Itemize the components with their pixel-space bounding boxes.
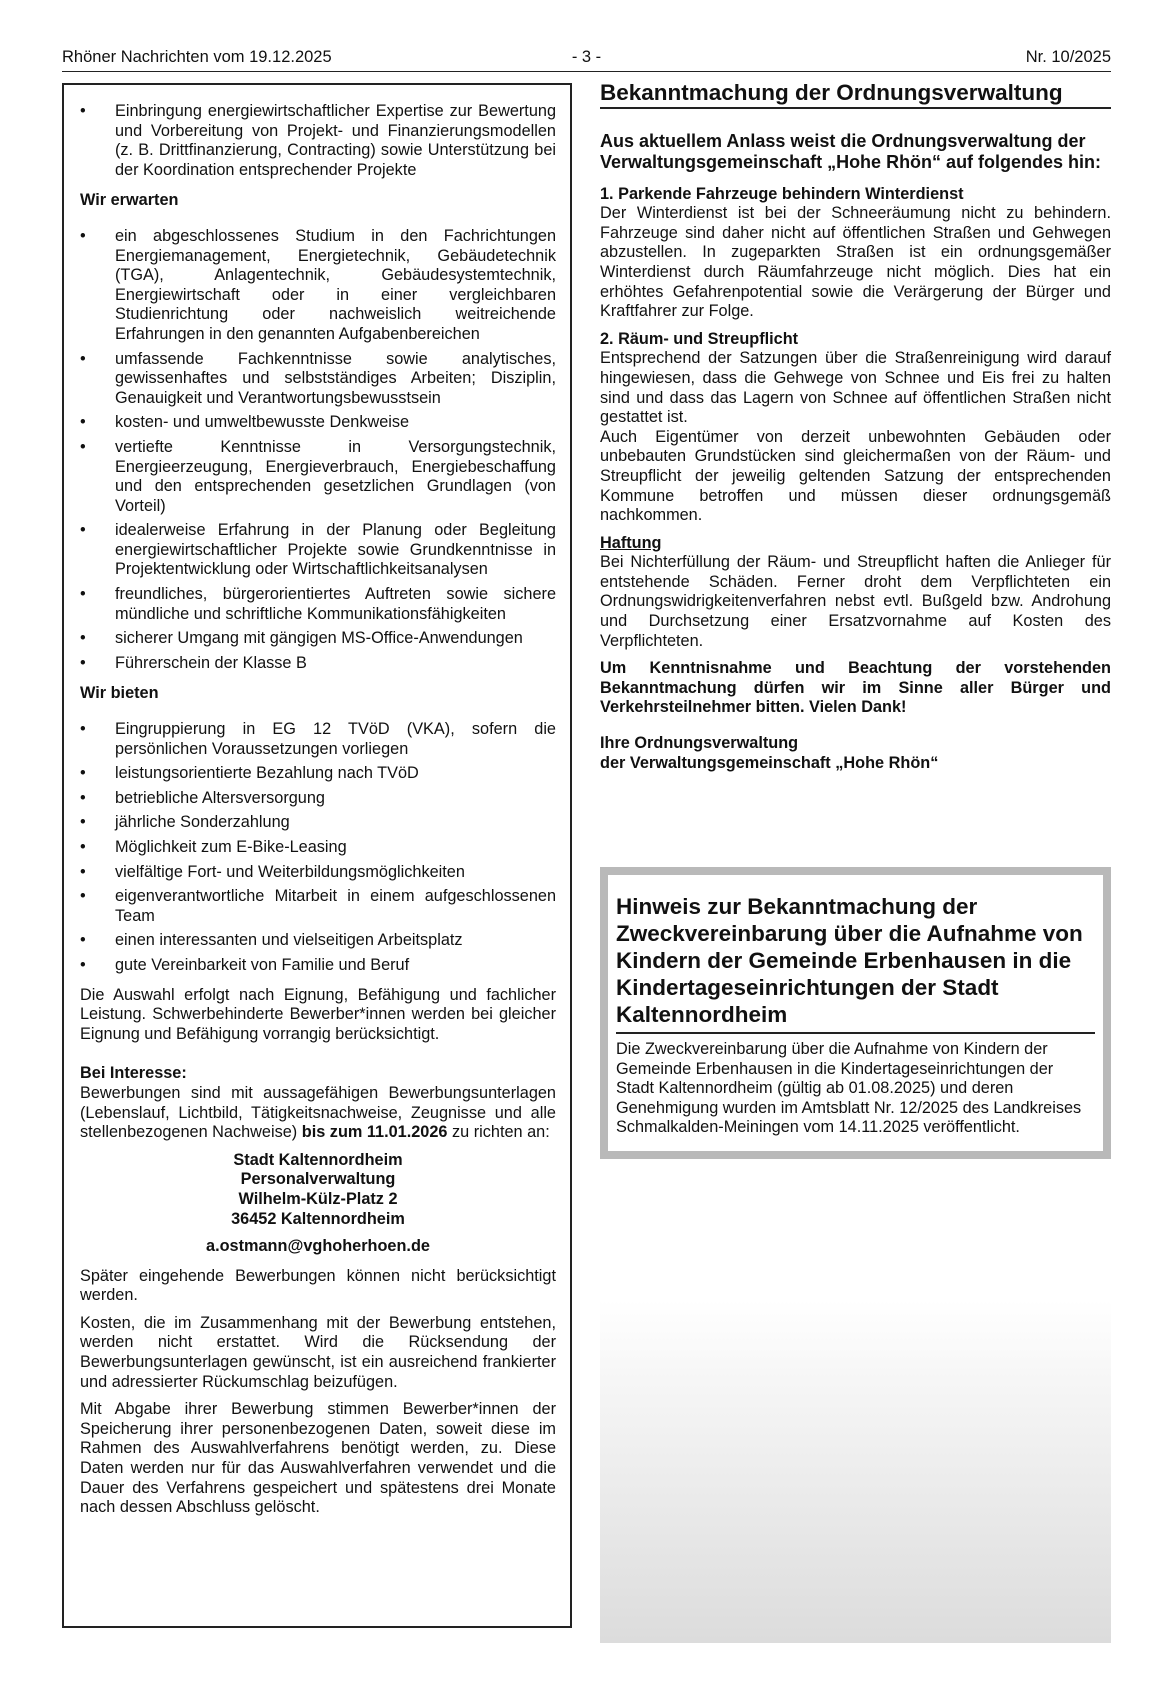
address-line: 36452 Kaltennordheim bbox=[231, 1209, 405, 1228]
bullet-icon: • bbox=[80, 862, 86, 881]
job-ad-box bbox=[62, 83, 572, 1628]
bullet-icon: • bbox=[80, 813, 86, 832]
publication-title: Rhöner Nachrichten vom 19.12.2025 bbox=[62, 48, 332, 66]
list-item: • betriebliche Altersversorgung bbox=[80, 788, 325, 807]
interest-section bbox=[80, 1064, 556, 1142]
section2-text: Entsprechend der Satzungen über die Straßenreinigung wird darauf hingewiesen, dass die Gehwege von Schnee und Eis frei zu halten sind und dass das Lagern von Schnee auf öffentlichen Straßen nicht gestattet ist. bbox=[600, 349, 1111, 427]
list-item: • idealerweise Erfahrung in der Planung oder Begleitung energiewirtschaftlicher Projekte sowie Grundkenntnisse in Projektentwicklung oder Wirtschaftlichkeitsanalysen bbox=[80, 521, 556, 579]
application-deadline: bis zum 11.01.2026 bbox=[301, 1123, 448, 1142]
closing-paragraph: Um Kenntnisnahme und Beachtung der vorstehenden Bekanntmachung dürfen wir im Sinne aller Bürger und Verkehrsteilnehmer bitten. Vielen Dank! bbox=[600, 659, 1111, 717]
list-item: • vertiefte Kenntnisse in Versorgungstechnik, Energieerzeugung, Energieverbrauch, Energiebeschaffung und den entsprechenden gesetzlichen Grundlagen (von Vorteil) bbox=[80, 437, 556, 515]
list-item: • ein abgeschlossenes Studium in den Fachrichtungen Energiemanagement, Energietechnik, Gebäudetechnik (TGA), Anlagentechnik, Gebäudesystemtechnik, Energiewirtschaft oder in einer vergleichbaren Studienrichtung oder nachweislich weitreichende Erfahrungen in den genannten Aufgabenbereichen bbox=[80, 226, 556, 343]
kindergarten-notice-box bbox=[600, 867, 1111, 1159]
bullet-icon: • bbox=[80, 437, 86, 456]
issue-number: Nr. 10/2025 bbox=[1025, 48, 1111, 66]
list-item: • sicherer Umgang mit gängigen MS-Office-Anwendungen bbox=[80, 629, 523, 648]
bullet-icon: • bbox=[80, 349, 86, 368]
bullet-icon: • bbox=[80, 653, 86, 672]
list-item: • kosten- und umweltbewusste Denkweise bbox=[80, 413, 410, 432]
bullet-icon: • bbox=[80, 585, 86, 604]
postal-address bbox=[80, 1151, 556, 1229]
interest-text-end: zu richten an: bbox=[447, 1123, 550, 1142]
bullet-icon: • bbox=[80, 764, 86, 783]
bullet-icon: • bbox=[80, 521, 86, 540]
late-applications-paragraph: Später eingehende Bewerbungen können nicht berücksichtigt werden. bbox=[80, 1266, 556, 1305]
bullet-icon: • bbox=[80, 955, 86, 974]
list-item: • Eingruppierung in EG 12 TVöD (VKA), sofern die persönlichen Voraussetzungen vorliegen bbox=[80, 720, 556, 758]
announcement-title: Bekanntmachung der Ordnungsverwaltung bbox=[600, 83, 1111, 109]
bullet-icon: • bbox=[80, 102, 86, 120]
offer-bullet-list bbox=[80, 720, 556, 976]
bullet-icon: • bbox=[80, 720, 86, 739]
bullet-icon: • bbox=[80, 413, 86, 432]
intro-bullet-list bbox=[80, 102, 556, 180]
offer-heading: Wir bieten bbox=[80, 684, 159, 703]
address-line: Personalverwaltung bbox=[240, 1170, 396, 1189]
page-header bbox=[62, 46, 1111, 72]
privacy-paragraph: Mit Abgabe ihrer Bewerbung stimmen Bewerber*innen der Speicherung ihrer personenbezogenen Daten, soweit diese im Rahmen des Auswahlverfahrens benötigt werden, zu. Diese Daten werden nur für das Auswahlverfahren verwendet und die Dauer des Verfahrens gespeichert und spätestens drei Monate nach dessen Abschluss gelöscht. bbox=[80, 1400, 556, 1517]
section1-text: Der Winterdienst ist bei der Schneeräumung nicht zu behindern. Fahrzeuge sind daher nicht auf öffentlichen Straßen und Gehwegen abzustellen. In zugeparkten Straßen ist ein ordnungsgemäßer Winterdienst durch Räumfahrzeuge nicht möglich. Dies hat ein erhöhtes Gefahrenpotential sowie die Verärgerung der Bürger und Kraftfahrer zur Folge. bbox=[600, 204, 1111, 321]
signature-line: Ihre Ordnungsverwaltung bbox=[600, 734, 799, 753]
list-item: • Möglichkeit zum E-Bike-Leasing bbox=[80, 838, 347, 856]
notice-title: Hinweis zur Bekanntmachung der Zweckvereinbarung über die Aufnahme von Kindern der Gemeinde Erbenhausen in die Kindertageseinrichtungen der Stadt Kaltennordheim bbox=[616, 893, 1095, 1034]
list-item: • leistungsorientierte Bezahlung nach TVöD bbox=[80, 764, 419, 783]
bullet-icon: • bbox=[80, 838, 86, 856]
interest-heading: Bei Interesse: bbox=[80, 1064, 187, 1083]
costs-paragraph: Kosten, die im Zusammenhang mit der Bewerbung entstehen, werden nicht erstattet. Wird die Rücksendung der Bewerbungsunterlagen gewünscht, ist ein ausreichend frankierter und adressierter Rückumschlag beizufügen. bbox=[80, 1313, 556, 1391]
liability-text: Bei Nichterfüllung der Räum- und Streupflicht haften die Anlieger für entstehende Schäden. Ferner droht dem Verpflichteten ein Ordnungswidrigkeitenverfahren nebst evtl. Bußgeld bzw. Androhung und Durchsetzung einer Ersatzvornahme auf Kosten des Verpflichteten. bbox=[600, 553, 1111, 650]
list-item: • umfassende Fachkenntnisse sowie analytisches, gewissenhaftes und selbstständiges Arbeiten; Disziplin, Genauigkeit und Verantwortungsbewusstsein bbox=[80, 349, 556, 407]
bullet-icon: • bbox=[80, 788, 86, 807]
bullet-icon: • bbox=[80, 226, 86, 245]
list-item: • freundliches, bürgerorientiertes Auftreten sowie sichere mündliche und schriftliche Kommunikationsfähigkeiten bbox=[80, 585, 556, 623]
list-item: • eigenverantwortliche Mitarbeit in einem aufgeschlossenen Team bbox=[80, 887, 556, 925]
page-number: - 3 - bbox=[571, 48, 602, 66]
selection-paragraph: Die Auswahl erfolgt nach Eignung, Befähigung und fachlicher Leistung. Schwerbehinderte Bewerber*innen werden bei gleicher Eignung und Befähigung vorrangig berücksichtigt. bbox=[80, 985, 556, 1043]
announcement-column bbox=[600, 80, 1111, 773]
list-item: • vielfältige Fort- und Weiterbildungsmöglichkeiten bbox=[80, 862, 465, 881]
list-item: • jährliche Sonderzahlung bbox=[80, 813, 290, 832]
bullet-icon: • bbox=[80, 887, 86, 906]
section1-heading: 1. Parkende Fahrzeuge behindern Winterdienst bbox=[600, 184, 964, 203]
announcement-lead: Aus aktuellem Anlass weist die Ordnungsverwaltung der Verwaltungsgemeinschaft „Hohe Rhön“ auf folgendes hin: bbox=[600, 130, 1102, 172]
expect-bullet-list bbox=[80, 227, 556, 673]
list-item: • Einbringung energiewirtschaftlicher Expertise zur Bewertung und Vorbereitung von Projekt- und Finanzierungsmodellen (z. B. Drittfinanzierung, Contracting) sowie Unterstützung bei der Koordination entsprechender Projekte bbox=[80, 102, 556, 179]
liability-heading: Haftung bbox=[600, 533, 662, 552]
interest-text: Bewerbungen sind mit aussagefähigen Bewerbungsunterlagen (Lebenslauf, Lichtbild, Tätigkeitsnachweise, Zeugnisse und alle stellenbezogenen Nachweise) bbox=[80, 1083, 556, 1142]
signature-line: der Verwaltungsgemeinschaft „Hohe Rhön“ bbox=[600, 753, 939, 772]
address-line: Wilhelm-Külz-Platz 2 bbox=[238, 1189, 398, 1208]
list-item: • Führerschein der Klasse B bbox=[80, 653, 307, 672]
bullet-icon: • bbox=[80, 629, 86, 648]
address-line: Stadt Kaltennordheim bbox=[233, 1150, 403, 1169]
blank-gradient-panel bbox=[600, 1167, 1111, 1643]
bullet-icon: • bbox=[80, 931, 86, 950]
list-item: • einen interessanten und vielseitigen Arbeitsplatz bbox=[80, 931, 463, 950]
notice-text: Die Zweckvereinbarung über die Aufnahme von Kindern der Gemeinde Erbenhausen in die Kindertageseinrichtungen der Stadt Kaltennordheim (gültig ab 01.08.2025) und deren Genehmigung wurden im Amtsblatt Nr. 12/2025 des Landkreises Schmalkalden-Meiningen vom 14.11.2025 veröffentlicht. bbox=[616, 1040, 1082, 1137]
section2-text-owners: Auch Eigentümer von derzeit unbewohnten Gebäuden oder unbebauten Grundstücken sind gleichermaßen von der Räum- und Streupflicht der jeweilig geltenden Satzung der entsprechenden Kommune betroffen und müssen dieser ordnungsgemäß nachkommen. bbox=[600, 427, 1111, 525]
list-item: • gute Vereinbarkeit von Familie und Beruf bbox=[80, 955, 410, 974]
section2-heading: 2. Räum- und Streupflicht bbox=[600, 329, 799, 348]
contact-email-link[interactable]: a.ostmann@vghoherhoen.de bbox=[206, 1237, 430, 1256]
expect-heading: Wir erwarten bbox=[80, 191, 179, 210]
